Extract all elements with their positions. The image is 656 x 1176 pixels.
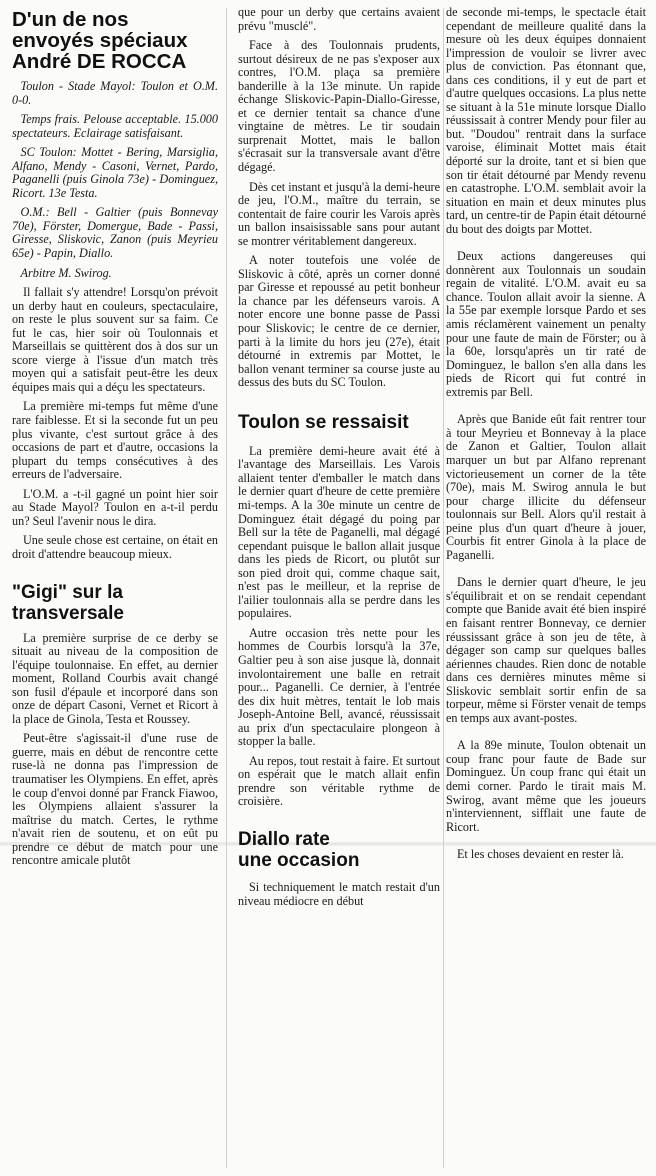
column-divider: [226, 8, 227, 1168]
paragraph: Dans le dernier quart d'heure, le jeu s'équilibrait et on se rendait cependant compte que Banide avait été bien inspiré en faisant rentrer Bonnevay, ce dernier réussissant grâce à son jeu de tête, à dégager son camp sur quelques balles aériennes chaudes. Rien donc de notable dans ces dernières minutes même si Sliskovic semblait sortir enfin de sa torpeur, même si Förster venait de temps en temps aux avant-postes.: [446, 575, 646, 725]
byline-author: André DE ROCCA: [12, 50, 187, 73]
subheading-gigi: [12, 582, 218, 624]
paragraph: L'O.M. a -t-il gagné un point hier soir au Stade Mayol? Toulon en a-t-il perdu un? Seul l'avenir nous le dira.: [12, 486, 218, 528]
paragraph: que pour un derby que certains avaient prévu "musclé".: [238, 5, 440, 33]
paragraph: Dès cet instant et jusqu'à la demi-heure de jeu, l'O.M., maître du terrain, se contentait de faire courir les Varois après un ballon insaisissable sans pour autant se montrer véritablement dangereux.: [238, 179, 441, 248]
subheading-gigi-line-1: "Gigi" sur la: [12, 581, 123, 603]
column-divider: [443, 8, 444, 1168]
paragraph: A noter toutefois une volée de Sliskovic à côté, après un corner donné par Giresse et repoussé au petit bonheur la chance par les défenseurs varois. A noter encore une bonne passe de Passi pour Sliskovic; le centre de ce dernier, parti à la limite du hors jeu (27e), était détourné in extremis par Mottet, le ballon venant terminer sa course juste au dessus des buts du SC Toulon.: [238, 253, 440, 390]
paragraph: La première demi-heure avait été à l'avantage des Marseillais. Les Varois allaient tenter d'emballer le match dans le dernier quart d'heure de cette première mi-temps. A la 30e minute un centre de Dominguez était dégagé du poing par Bell sur la tête de Paganelli, mal dégagé cependant puisque le ballon allait jusque dans les pieds de Ricort, ou plutôt sur son pied droit qui, comme chaque sait, n'est pas le meilleur, et la reprise de l'ailier toulonnais alla se perdre dans les populaires.: [238, 443, 440, 621]
subheading-diallo-line-1: Diallo rate: [238, 828, 330, 850]
paragraph: La première surprise de ce derby se situait au niveau de la composition de l'équipe toulonnaise. En effet, au dernier moment, Rolland Courbis avait changé son fusil d'épaule et incorporé dans son onze de départ Casoni, Vernet et Ricort à la place de Ginola, Testa et Roussey.: [12, 630, 218, 726]
subheading-diallo: [238, 829, 440, 871]
subheading-toulon-se-ressaisit: Toulon se ressaisit: [238, 411, 409, 433]
paragraph: Au repos, tout restait à faire. Et surtout on espérait que le match allait enfin prendre son véritable rythme de croisière.: [238, 753, 440, 809]
paragraph: La première mi-temps fut même d'une rare faiblesse. Et si la seconde fut un peu plus vivante, c'est surtout grâce à des occasions de part et d'autre, occasions la plupart du temps consécutives à des erreurs de l'adversaire.: [12, 399, 218, 482]
paragraph: Autre occasion très nette pour les hommes de Courbis lorsqu'à la 37e, Galtier peu à son aise jusque là, donnait involontairement une balle en retrait pour... Paganelli. Ce dernier, à l'entrée des dix huit mètres, tentait le lob mais Joseph-Antoine Bell, avancé, réussissait au prix d'un spectaculaire plongeon à stopper la balle.: [238, 625, 440, 749]
paragraph: Et les choses devaient en rester là.: [456, 847, 624, 862]
om-lineup: O.M.: Bell - Galtier (puis Bonnevay 70e), Förster, Domergue, Bade - Passi, Giresse, Sliskovic, Zanon (puis Meyrieu 65e) - Papin, Diallo.: [12, 205, 218, 261]
paragraph: A la 89e minute, Toulon obtenait un coup franc pour faute de Bade sur Dominguez. Un coup franc qui était un demi corner. Pardo le tirait mais M. Swirog, avant même que les joueurs n'interviennent, sifflait une faute de Ricort.: [446, 738, 646, 834]
paragraph: Si techniquement le match restait d'un niveau médiocre en début: [238, 879, 440, 908]
match-result: Toulon - Stade Mayol: Toulon et O.M. 0-0.: [12, 79, 218, 107]
column-1: [12, 0, 218, 1176]
match-conditions: Temps frais. Pelouse acceptable. 15.000 spectateurs. Eclairage satisfaisant.: [12, 112, 218, 140]
paragraph: Face à des Toulonnais prudents, surtout désireux de ne pas s'exposer aux contres, l'O.M. plaça sa première banderille à la 13e minute. Un rapide échange Sliskovic-Papin-Diallo-Giresse, et ce dernier tentait sa chance d'une vingtaine de mètres. Le tir soudain surprenait Mottet, mais le ballon s'écrasait sur la transversale avant d'être dégagé.: [238, 38, 440, 175]
subheading-diallo-line-2: une occasion: [238, 849, 360, 871]
column-2: [238, 0, 440, 1176]
referee: Arbitre M. Swirog.: [20, 265, 112, 280]
paragraph: de seconde mi-temps, le spectacle était cependant de meilleure qualité dans la mesure où les deux équipes donnaient l'impression de vouloir se livrer avec plus de conviction. Pas étonnant que, dans ces conditions, il y eut de part et d'autre quelques occasions. La plus nette se situant à la 51e minute lorsque Diallo réussissait à contrer Mendy pour filer au but. "Doudou" rentrait dans la surface varoise, éliminait Mottet mais était déporté sur la droite, tant et si bien que son tir était détourné par Mendy revenu en catastrophe. L'O.M. semblait avoir la situation en main et deux minutes plus tard, un centre-tir de Papin était détourné du bout des doigts par Mottet.: [446, 5, 646, 236]
paragraph: Deux actions dangereuses qui donnèrent aux Toulonnais un soudain regain de vitalité. L'O.M. avait eu sa chance. Toulon allait avoir la sienne. A la 55e par exemple lorsque Pardo et ses amis réclamèrent vainement un penalty pour une faute de main de Förster; ou à la 60e, lorsqu'après un tir raté de Dominguez, le ballon s'en alla dans les pieds de Ricort qui fut contré in extremis par Bell.: [446, 249, 646, 399]
subheading-gigi-line-2: transversale: [12, 602, 124, 624]
byline-line-1: D'un de nos: [12, 8, 129, 31]
paragraph: Après que Banide eût fait rentrer tour à tour Meyrieu et Bonnevay à la place de Zanon et Galtier, Toulon allait marquer un but par Alfano reprenant victorieusement un corner de la tête (70e), mais M. Swirog annula le but pour charge illicite du défenseur toulonnais sur Bell. Alors qu'il restait à peine plus d'un quart d'heure à jouer, Courbis fit entrer Ginola à la place de Paganelli.: [446, 412, 646, 562]
paragraph: Peut-être s'agissait-il d'une ruse de guerre, mais en début de rencontre cette ruse-là ne donna pas l'impression de traumatiser les Olympiens. En effet, après le coup d'envoi donné par Franck Fiawoo, les Olympiens allaient s'assurer la maîtrise du match. Certes, le rythme n'avait rien de soutenu, et on eût pu prendre ce début de match pour une rencontre amicale plutôt: [12, 731, 218, 868]
paragraph: Il fallait s'y attendre! Lorsqu'on prévoit un derby haut en couleurs, spectaculaire, on reste le plus souvent sur sa faim. Ce fut le cas, hier soir où Toulonnais et Marseillais se quittèrent dos à dos sur un score vierge à l'issue d'un match très moyen qui a satisfait peut-être les deux équipes mais qui a déçu les spectateurs.: [12, 285, 218, 394]
column-3: [446, 0, 646, 1176]
byline-line-2: envoyés spéciaux: [12, 29, 188, 52]
paragraph: Une seule chose est certaine, on était en droit d'attendre beaucoup mieux.: [12, 533, 218, 561]
byline-heading: [12, 9, 218, 72]
toulon-lineup: SC Toulon: Mottet - Bering, Marsiglia, Alfano, Mendy - Casoni, Vernet, Pardo, Paganelli (puis Ginola 73e) - Dominguez, Ricort. 13e Testa.: [12, 145, 218, 200]
